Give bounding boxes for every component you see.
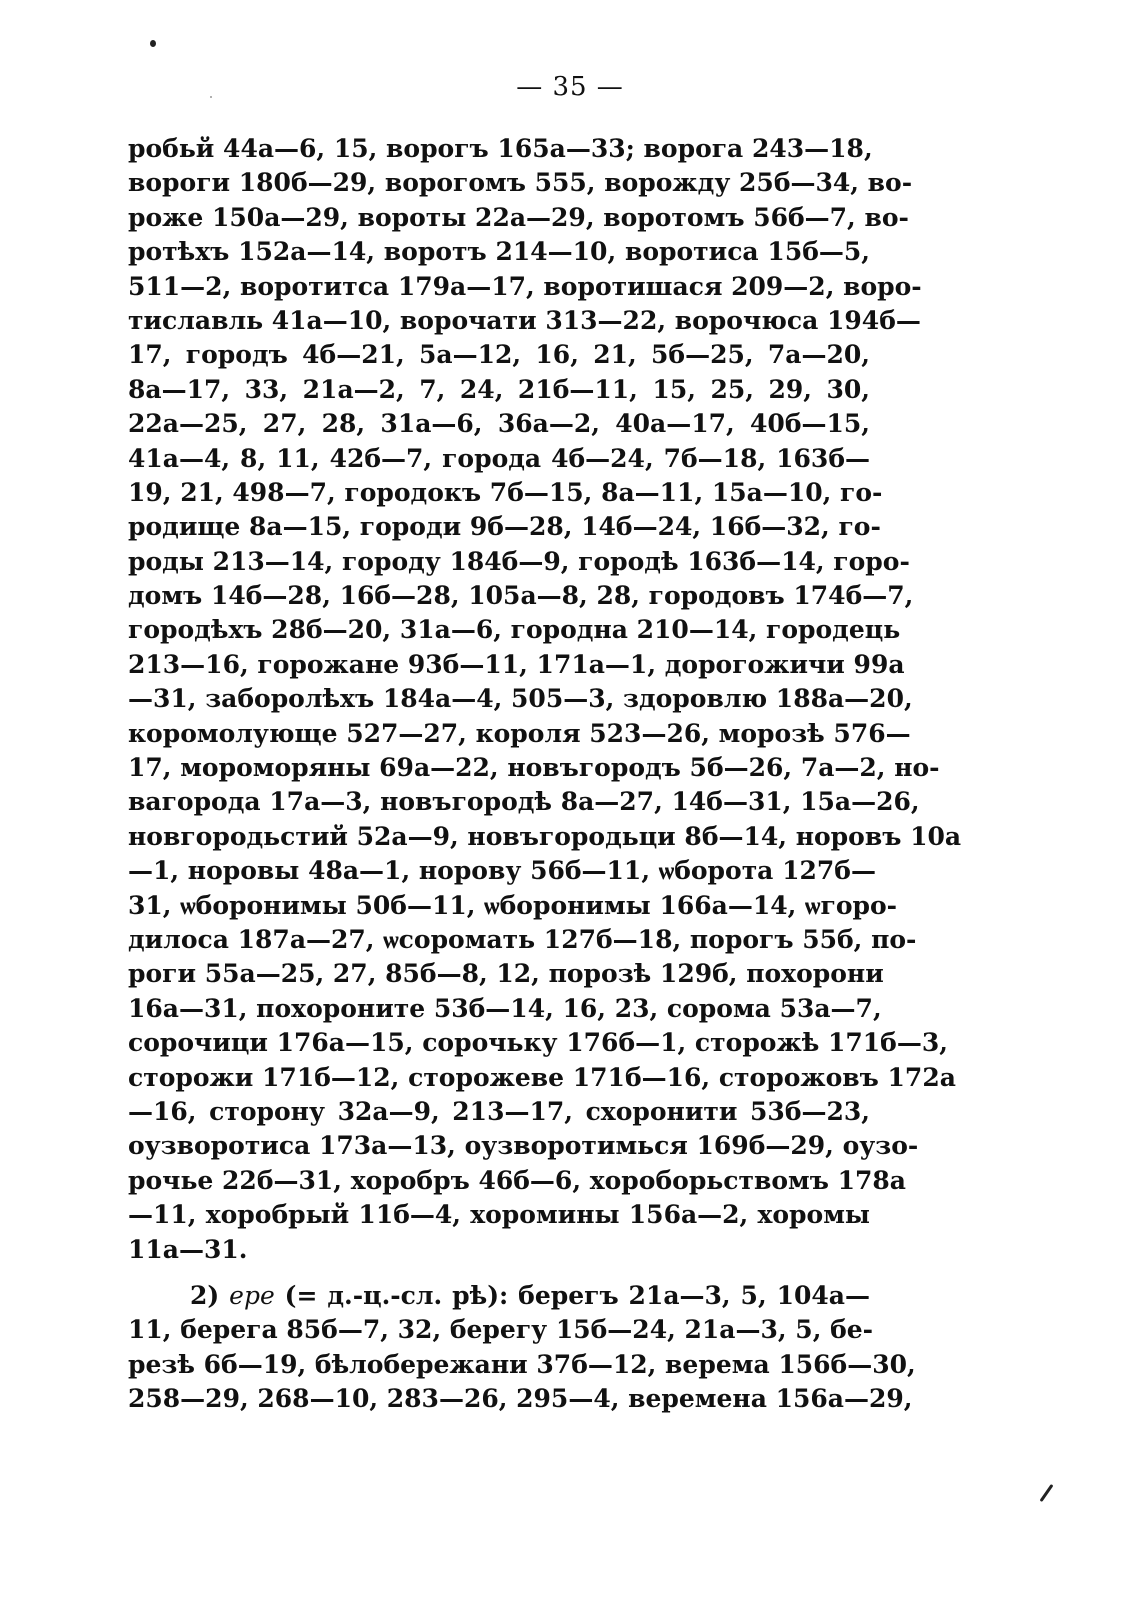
text-line: 41а—4, 8, 11, 42б—7, города 4б—24, 7б—18, 163б— — [128, 443, 870, 473]
index-text — [128, 132, 962, 1416]
text-line: 17, городъ 4б—21, 5а—12, 16, 21, 5б—25, 7а—20, — [128, 340, 870, 370]
text-line: 11а—31. — [128, 1234, 248, 1264]
text-line: 22а—25, 27, 28, 31а—6, 36а—2, 40а—17, 40б—15, — [128, 409, 870, 439]
text-line: рочье 22б—31, хоробръ 46б—6, хороборьствомъ 178а — [128, 1165, 907, 1195]
text-line: оузворотиса 173а—13, оузворотимься 169б—29, оузо- — [128, 1131, 919, 1161]
text-line: тиславль 41а—10, ворочати 313—22, ворочюса 194б— — [128, 305, 921, 335]
text-line: коромолующе 527—27, короля 523—26, морозѣ 576— — [128, 718, 911, 748]
text-line: городѣхъ 28б—20, 31а—6, городна 210—14, городець — [128, 615, 901, 645]
text-line: сторожи 171б—12, сторожеве 171б—16, сторожовъ 172а — [128, 1062, 956, 1092]
text-line: —1, норовы 48а—1, норову 56б—11, ѡборота 127б— — [128, 856, 876, 886]
text-line: —11, хоробрый 11б—4, хоромины 156а—2, хоромы — [128, 1200, 870, 1230]
text-line: домъ 14б—28, 16б—28, 105а—8, 28, городовъ 174б—7, — [128, 581, 914, 611]
text-line: сорочици 176а—15, сорочьку 176б—1, сторожѣ 171б—3, — [128, 1028, 948, 1058]
text-line: вагорода 17а—3, новъгородѣ 8а—27, 14б—31, 15а—26, — [128, 787, 920, 817]
page-number: — 35 — — [516, 72, 624, 102]
text-line: 8а—17, 33, 21а—2, 7, 24, 21б—11, 15, 25, 29, 30, — [128, 374, 870, 404]
text-line: 19, 21, 498—7, городокъ 7б—15, 8а—11, 15а—10, го- — [128, 477, 883, 507]
text-line: 258—29, 268—10, 283—26, 295—4, веремена 156а—29, — [128, 1384, 913, 1414]
text-line: —16, сторону 32а—9, 213—17, схоронити 53б—23, — [128, 1096, 870, 1126]
paragraph-gloss: (= д.-ц.-сл. рѣ): берегъ 21а—3, 5, 104а— — [284, 1280, 870, 1310]
ink-speck — [150, 40, 156, 47]
text-line: 11, берега 85б—7, 32, берегу 15б—24, 21а—3, 5, бе- — [128, 1315, 874, 1345]
paragraph-2-first-line — [128, 1279, 870, 1313]
text-line: новгородьстий 52а—9, новъгородьци 8б—14, норовъ 10а — [128, 821, 962, 851]
text-line: роже 150а—29, вороты 22а—29, воротомъ 56б—7, во- — [128, 202, 909, 232]
text-line: —31, заборолѣхъ 184а—4, 505—3, здоровлю 188а—20, — [128, 684, 913, 714]
text-line: роды 213—14, городу 184б—9, городѣ 163б—14, горо- — [128, 546, 910, 576]
text-line: роги 55а—25, 27, 85б—8, 12, порозѣ 129б, похорони — [128, 959, 884, 989]
text-line: 511—2, воротитса 179а—17, воротишася 209—2, воро- — [128, 271, 922, 301]
text-line: резѣ 6б—19, бѣлобережани 37б—12, верема 156б—30, — [128, 1349, 916, 1379]
text-line: 31, ѡборонимы 50б—11, ѡборонимы 166а—14, ѡгоро- — [128, 890, 898, 920]
text-line: ротѣхъ 152а—14, воротъ 214—10, воротиса 15б—5, — [128, 237, 870, 267]
text-line: 16а—31, похороните 53б—14, 16, 23, сорома 53а—7, — [128, 993, 882, 1023]
text-line: вороги 180б—29, ворогомъ 555, ворожду 25б—34, во- — [128, 168, 913, 198]
text-line: 17, мороморяны 69а—22, новъгородъ 5б—26, 7а—2, но- — [128, 753, 940, 783]
pen-mark — [1040, 1484, 1054, 1502]
text-line: дилоса 187а—27, ѡсоромать 127б—18, порогъ 55б, по- — [128, 924, 917, 954]
paragraph-term: ере — [229, 1280, 275, 1310]
text-line: робьй 44а—6, 15, ворогъ 165а—33; ворога 243—18, — [128, 134, 873, 163]
text-line: родище 8а—15, городи 9б—28, 14б—24, 16б—32, го- — [128, 512, 881, 542]
text-line: 213—16, горожане 93б—11, 171а—1, дорогожичи 99а — [128, 649, 905, 679]
paragraph-number: 2) — [190, 1280, 220, 1310]
